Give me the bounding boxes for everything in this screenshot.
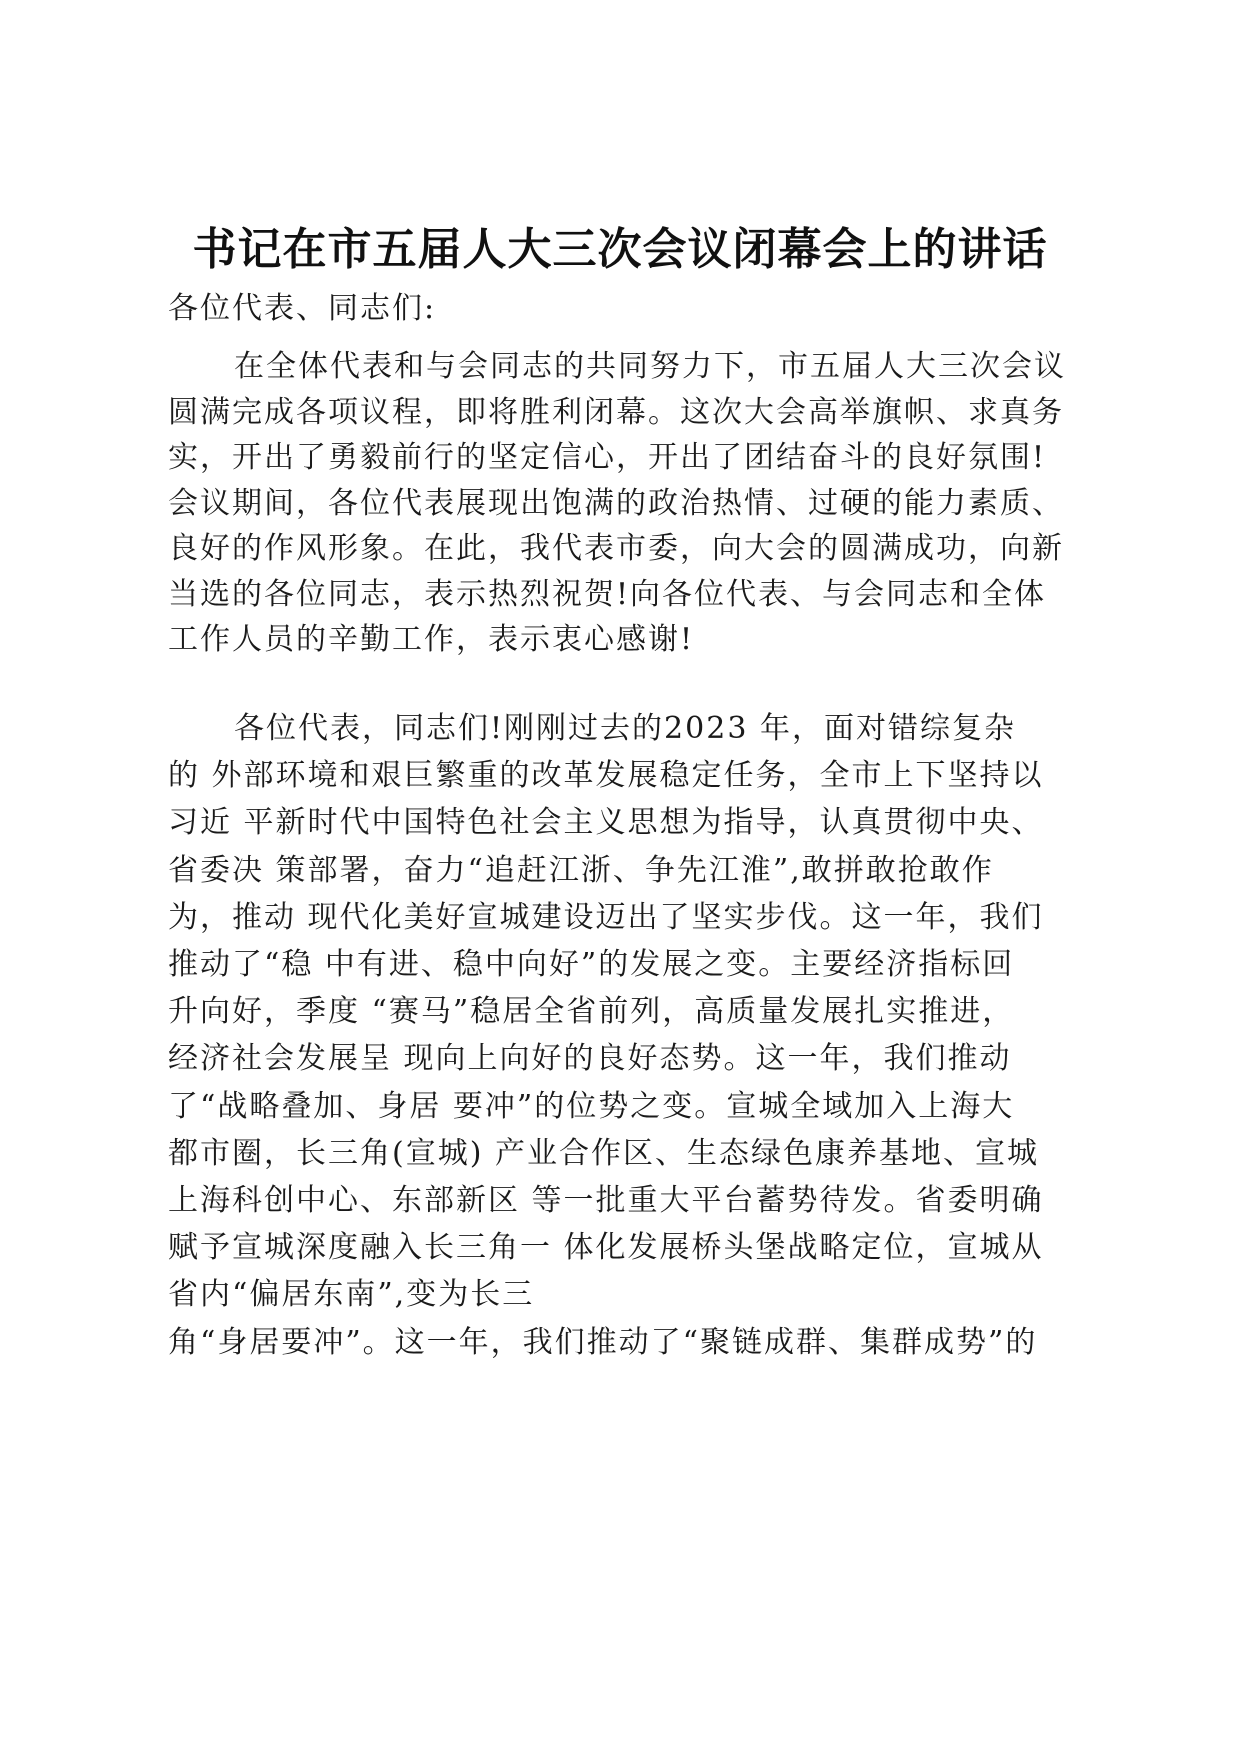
document-title: 书记在市五届人大三次会议闭幕会上的讲话	[192, 224, 1048, 275]
text-line: 经济社会发展呈 现向上向好的良好态势。这一年，我们推动	[168, 1041, 1012, 1077]
text-line: 圆满完成各项议程，即将胜利闭幕。这次大会高举旗帜、求真务	[168, 394, 1064, 430]
text-line: 实，开出了勇毅前行的坚定信心，开出了团结奋斗的良好氛围!	[168, 440, 1047, 475]
text-line: 会议期间，各位代表展现出饱满的政治热情、过硬的能力素质、	[168, 485, 1064, 521]
text-line: 上海科创中心、东部新区 等一批重大平台蓄势待发。省委明确	[168, 1183, 1044, 1219]
text-line: 工作人员的辛勤工作，表示衷心感谢!	[168, 622, 695, 657]
paragraph-1	[168, 344, 1088, 663]
text-line: 升向好，季度 “赛马”稳居全省前列，高质量发展扎实推进，	[168, 994, 1015, 1030]
text-line: 省委决 策部署，奋力“追赶江浙、争先江淮”,敢拼敢抢敢作	[168, 852, 994, 888]
salutation: 各位代表、同志们:	[168, 291, 437, 326]
text-line: 当选的各位同志，表示热烈祝贺!向各位代表、与会同志和全体	[168, 576, 1047, 612]
paragraph-2	[168, 705, 1088, 1366]
text-line: 角“身居要冲”。这一年，我们推动了“聚链成群、集群成势”的	[168, 1324, 1038, 1360]
text-line: 推动了“稳 中有进、稳中向好”的发展之变。主要经济指标回	[168, 947, 1015, 983]
text-line: 为，推动 现代化美好宣城建设迈出了坚实步伐。这一年，我们	[168, 899, 1044, 935]
text-line: 各位代表，同志们!刚刚过去的2023 年，面对错综复杂	[234, 711, 1016, 746]
text-line: 的 外部环境和艰巨繁重的改革发展稳定任务，全市上下坚持以	[168, 758, 1044, 794]
text-line: 良好的作风形象。在此，我代表市委，向大会的圆满成功，向新	[168, 531, 1064, 566]
text-line: 赋予宣城深度融入长三角一 体化发展桥头堡战略定位，宣城从	[168, 1230, 1044, 1266]
text-line: 了“战略叠加、身居 要冲”的位势之变。宣城全域加入上海大	[168, 1088, 1015, 1124]
text-line: 习近 平新时代中国特色社会主义思想为指导，认真贯彻中央、	[168, 805, 1044, 841]
text-line: 省内“偏居东南”,变为长三	[168, 1277, 535, 1313]
text-line: 在全体代表和与会同志的共同努力下，市五届人大三次会议	[234, 349, 1066, 384]
text-line: 都市圈，长三角(宣城) 产业合作区、生态绿色康养基地、宣城	[168, 1135, 1039, 1171]
